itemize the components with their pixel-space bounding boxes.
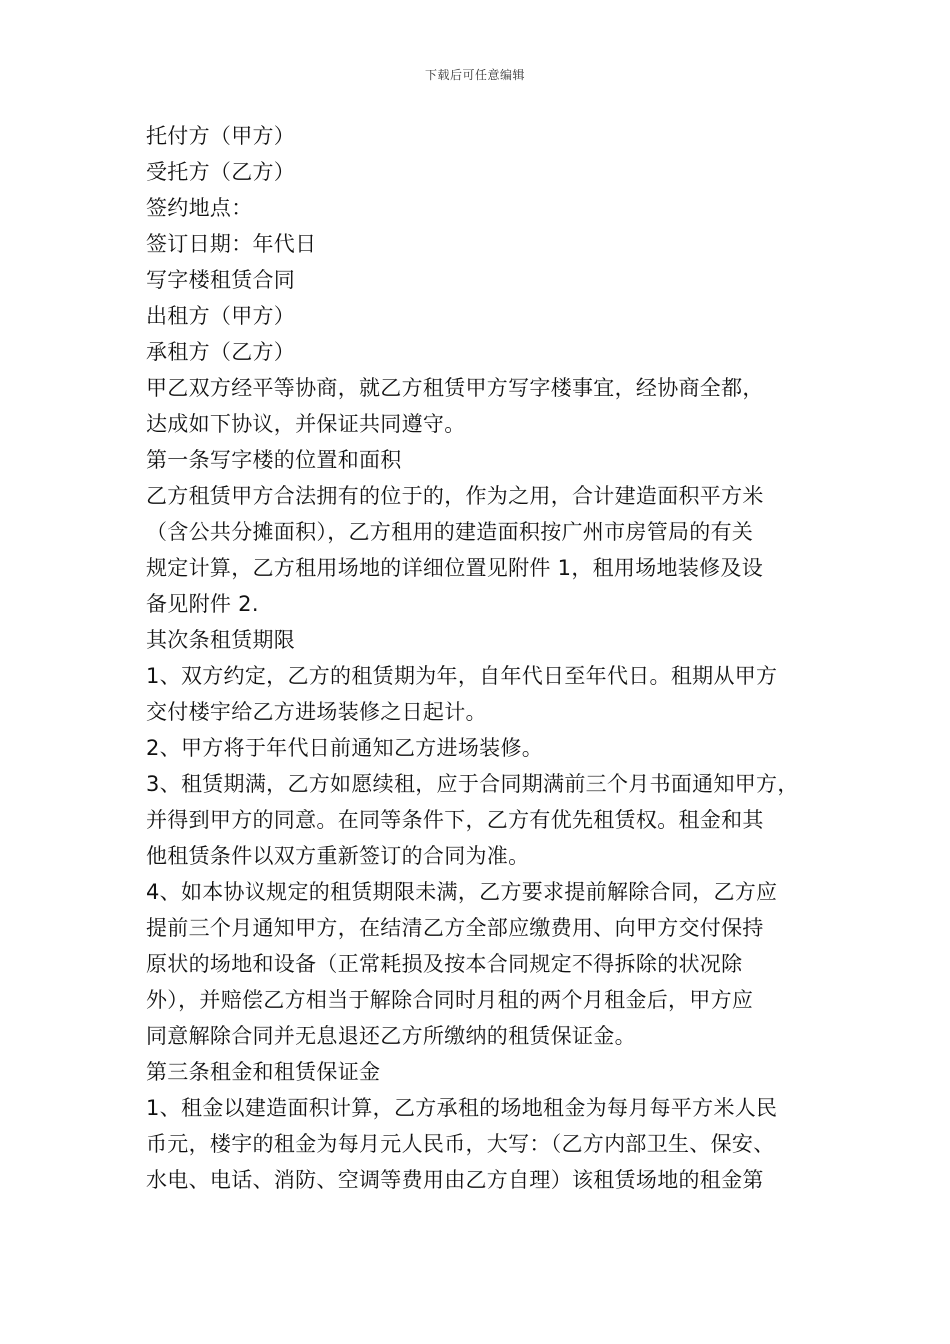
text-line: 4、如本协议规定的租赁期限未满，乙方要求提前解除合同，乙方应 (146, 880, 778, 904)
text-line: 原状的场地和设备（正常耗损及按本合同规定不得拆除的状况除 (146, 952, 743, 976)
section-heading: 第三条租金和租赁保证金 (146, 1060, 381, 1084)
text-line: 甲乙双方经平等协商，就乙方租赁甲方写字楼事宜，经协商全都， (146, 376, 764, 400)
text-line: 同意解除合同并无息退还乙方所缴纳的租赁保证金。 (146, 1024, 636, 1048)
text-line: 3、租赁期满，乙方如愿续租，应于合同期满前三个月书面通知甲方， (146, 772, 799, 796)
text-line: 出租方（甲方） (146, 304, 296, 328)
text-line: 备见附件 2. (146, 592, 259, 616)
text-line: 乙方租赁甲方合法拥有的位于的，作为之用，合计建造面积平方米 (146, 484, 764, 508)
text-line: 承租方（乙方） (146, 340, 296, 364)
text-line: 币元，楼宇的租金为每月元人民币，大写：（乙方内部卫生、保安、 (146, 1132, 775, 1156)
text-line: 外），并赔偿乙方相当于解除合同时月租的两个月租金后，甲方应 (146, 988, 754, 1012)
text-line: 他租赁条件以双方重新签订的合同为准。 (146, 844, 530, 868)
text-line: 1、双方约定，乙方的租赁期为年，自年代日至年代日。租期从甲方 (146, 664, 778, 688)
text-line: 并得到甲方的同意。在同等条件下，乙方有优先租赁权。租金和其 (146, 808, 764, 832)
text-line: 1、租金以建造面积计算，乙方承租的场地租金为每月每平方米人民 (146, 1096, 778, 1120)
text-line: 托付方（甲方） (146, 124, 296, 148)
section-heading: 第一条写字楼的位置和面积 (146, 448, 402, 472)
text-line: 交付楼宇给乙方进场装修之日起计。 (146, 700, 487, 724)
text-line: （含公共分摊面积），乙方租用的建造面积按广州市房管局的有关 (146, 520, 754, 544)
section-heading: 其次条租赁期限 (146, 628, 296, 652)
text-line: 达成如下协议，并保证共同遵守。 (146, 412, 466, 436)
text-line: 规定计算，乙方租用场地的详细位置见附件 1，租用场地装修及设 (146, 556, 764, 580)
text-line: 受托方（乙方） (146, 160, 296, 184)
document-body (146, 118, 826, 1198)
text-line: 签订日期：年代日 (146, 232, 317, 256)
text-line: 2、甲方将于年代日前通知乙方进场装修。 (146, 736, 544, 760)
page-header: 下载后可任意编辑 (424, 68, 525, 82)
text-line: 提前三个月通知甲方，在结清乙方全部应缴费用、向甲方交付保持 (146, 916, 764, 940)
contract-title: 写字楼租赁合同 (146, 268, 296, 292)
text-line: 签约地点： (146, 196, 253, 220)
text-line: 水电、电话、消防、空调等费用由乙方自理）该租赁场地的租金第 (146, 1168, 764, 1192)
